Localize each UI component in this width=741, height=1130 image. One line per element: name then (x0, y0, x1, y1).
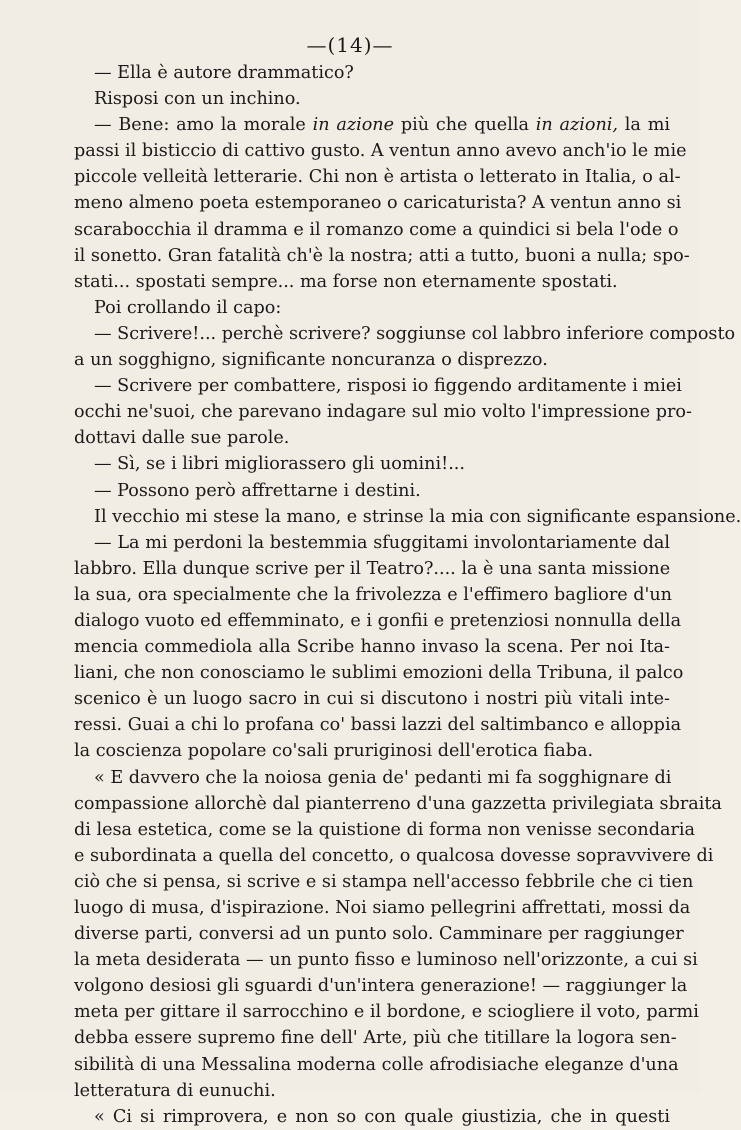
text-line: la meta desiderata — un punto fisso e luminoso nell'orizzonte, a cui si (74, 950, 698, 971)
text-line: dottavi dalle sue parole. (74, 428, 290, 449)
text-line: — Scrivere per combattere, risposi io figgendo arditamente i miei (94, 376, 682, 397)
italic-run: in azione (312, 115, 395, 136)
text-run: — Bene: amo la morale (94, 115, 306, 136)
text-line: mencia commediola alla Scribe hanno invaso la scena. Per noi Ita- (74, 637, 670, 658)
text-line: liani, che non conosciamo le sublimi emozioni della Tribuna, il palco (74, 663, 684, 684)
italic-run: in azioni, (535, 115, 619, 136)
text-line: volgono desiosi gli sguardi d'un'intera generazione! — raggiunger la (74, 976, 688, 997)
text-line: dialogo vuoto ed effemminato, e i gonfii e pretenziosi nonnulla della (74, 610, 682, 631)
text-line: passi il bisticcio di cattivo gusto. A ventun anno avevo anch'io le mie (74, 141, 687, 162)
text-line: e subordinata a quella del concetto, o qualcosa dovesse sopravvivere di (74, 845, 714, 866)
text-line: sibilità di una Messalina moderna colle afrodisiache eleganze d'una (74, 1054, 679, 1075)
text-line: labbro. Ella dunque scrive per il Teatro?.... la è una santa missione (74, 558, 671, 579)
text-run: la mi (624, 115, 670, 136)
text-line: di lesa estetica, come se la quistione di forma non venisse secondaria (74, 819, 696, 840)
text-line: debba essere supremo fine dell' Arte, più che titillare la logora sen- (74, 1028, 677, 1049)
text-line: Poi crollando il capo: (94, 297, 282, 318)
text-line: a un sogghigno, significante noncuranza o disprezzo. (74, 350, 548, 371)
text-line: « Ci si rimprovera, e non so con quale giustizia, che in questi (94, 1106, 670, 1127)
text-line: meno almeno poeta estemporaneo o caricaturista? A ventun anno si (74, 193, 682, 214)
text-line: ressi. Guai a chi lo profana co' bassi lazzi del saltimbanco e alloppia (74, 715, 682, 736)
text-line: occhi ne'suoi, che parevano indagare sul mio volto l'impressione pro- (74, 402, 692, 423)
text-line: la coscienza popolare co'sali pruriginosi dell'erotica fiaba. (74, 741, 594, 762)
page-number: —(14)— (306, 33, 394, 57)
text-line: meta per gittare il sarrocchino e il bordone, e sciogliere il voto, parmi (74, 1002, 699, 1023)
text-line: — La mi perdoni la bestemmia sfuggitami involontariamente dal (94, 532, 670, 553)
body-text (74, 60, 741, 1130)
text-line: ciò che si pensa, si scrive e si stampa nell'accesso febbrile che ci tien (74, 871, 694, 892)
text-line (74, 112, 670, 138)
text-line: Risposi con un inchino. (94, 89, 301, 110)
text-line: — Sì, se i libri migliorassero gli uomini!... (94, 454, 465, 475)
text-line: luogo di musa, d'ispirazione. Noi siamo pellegrini affrettati, mossi da (74, 898, 691, 918)
text-line: scenico è un luogo sacro in cui si discutono i nostri più vitali inte- (74, 689, 670, 710)
text-line: Il vecchio mi stese la mano, e strinse la mia con significante espansione. (94, 506, 741, 527)
text-line: scarabocchia il dramma e il romanzo come a quindici si bela l'ode o (74, 219, 679, 240)
text-line: la sua, ora specialmente che la frivolezza e l'effimero bagliore d'un (74, 584, 672, 605)
text-line: « E davvero che la noiosa genia de' pedanti mi fa sogghignare di (94, 767, 672, 788)
text-line: stati... spostati sempre... ma forse non eternamente spostati. (74, 271, 618, 292)
text-line: letteratura di eunuchi. (74, 1080, 276, 1101)
text-line: — Scrivere!... perchè scrivere? soggiunse col labbro inferiore composto (94, 323, 736, 344)
text-line: il sonetto. Gran fatalità ch'è la nostra; atti a tutto, buoni a nulla; spo- (74, 245, 690, 266)
text-line: compassione allorchè dal pianterreno d'una gazzetta privilegiata sbraita (74, 793, 722, 814)
text-line: — Ella è autore drammatico? (94, 63, 354, 83)
text-line: piccole velleità letterarie. Chi non è artista o letterato in Italia, o al- (74, 167, 681, 188)
text-line: — Possono però affrettarne i destini. (94, 480, 421, 501)
text-run: più che quella (400, 115, 529, 136)
text-line: diverse parti, conversi ad un punto solo. Camminare per raggiunger (74, 924, 684, 945)
